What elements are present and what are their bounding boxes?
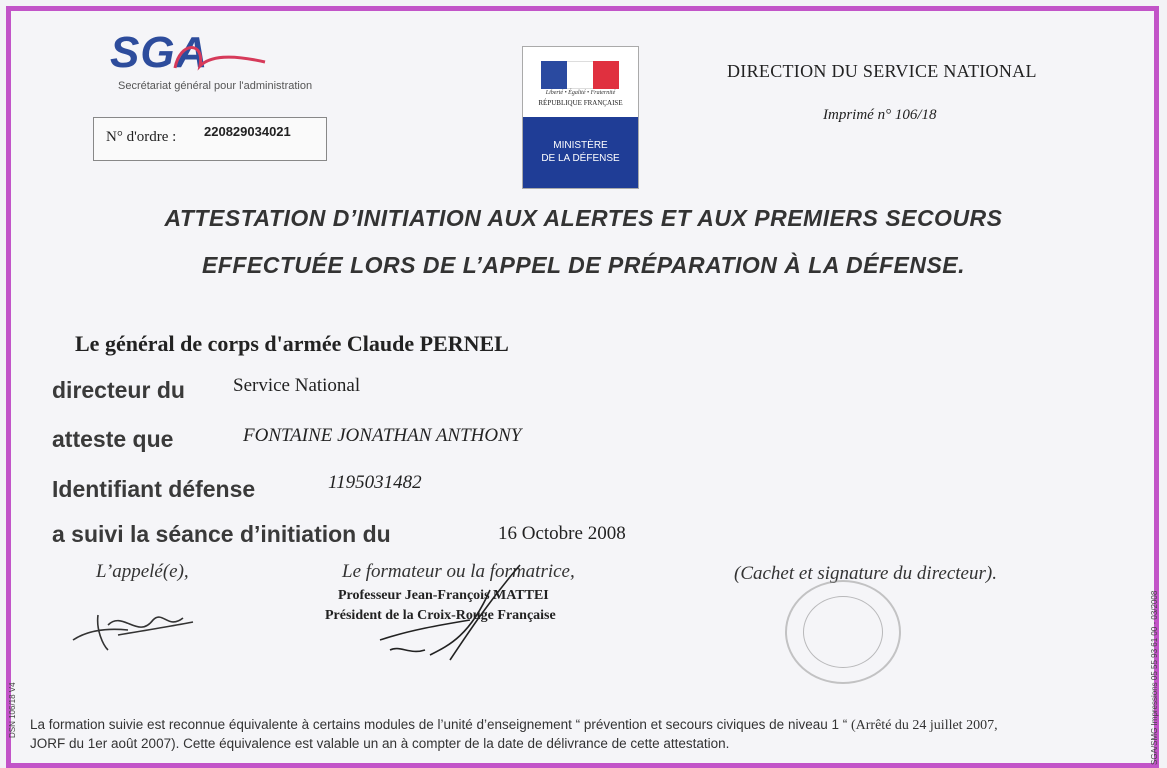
director-label: directeur du (52, 377, 185, 403)
ministry-logo (522, 46, 639, 189)
trainer-title: Président de la Croix-Rouge Française (325, 608, 556, 623)
director-value: Service National (233, 375, 361, 396)
direction-heading: DIRECTION DU SERVICE NATIONAL (727, 61, 1037, 81)
trainer-signature-label: Le formateur ou la formatrice, (342, 561, 575, 582)
official-stamp (785, 580, 901, 684)
session-date: 16 Octobre 2008 (498, 523, 626, 544)
side-note-right: SGA/SMG Impressions 05 55 93 61 00 - 03/2008 (1150, 590, 1159, 765)
conscript-signature-label: L’appelé(e), (96, 561, 189, 582)
attests-label: atteste que (52, 426, 174, 452)
conscript-signature (68, 600, 198, 655)
printed-form-number: Imprimé n° 106/18 (823, 107, 937, 123)
french-flag-icon (541, 61, 619, 89)
sga-logo-subtitle: Secrétariat général pour l'administration (118, 80, 313, 92)
ministry-line1: MINISTÈRE (553, 140, 608, 151)
trainer-signature (370, 560, 530, 670)
certificate-title-line1: ATTESTATION D’INITIATION AUX ALERTES ET AUX PREMIERS SECOURS (164, 205, 1003, 231)
identifier-label: Identifiant défense (52, 476, 256, 502)
footer-main: La formation suivie est reconnue équivalente à certains modules de l’unité d’enseignement “ prévention et secours civiques de niveau 1 “ (30, 717, 848, 732)
sga-logo-swoosh (170, 36, 270, 76)
session-label: a suivi la séance d’initiation du (52, 521, 391, 547)
identifier-value: 1195031482 (328, 472, 422, 493)
republic-motto: Liberté • Égalité • Fraternité (545, 90, 616, 96)
general-statement: Le général de corps d'armée Claude PERNEL (75, 331, 509, 356)
side-note-left: DSN 106/18 V4 (8, 682, 17, 738)
footer-ref: (Arrêté du 24 juillet 2007, (851, 718, 998, 733)
order-number-box (93, 117, 327, 161)
republic-name: RÉPUBLIQUE FRANÇAISE (538, 99, 623, 107)
order-number-label: N° d'ordre : (106, 129, 177, 145)
trainer-name: Professeur Jean-François MATTEI (338, 588, 549, 603)
director-signature-label: (Cachet et signature du directeur). (734, 563, 997, 584)
ministry-line2: DE LA DÉFENSE (541, 153, 620, 164)
footer-note (30, 716, 1145, 753)
person-name: FONTAINE JONATHAN ANTHONY (243, 425, 522, 446)
certificate-title-line2: EFFECTUÉE LORS DE L’APPEL DE PRÉPARATION À LA DÉFENSE. (201, 252, 966, 278)
order-number-value: 220829034021 (204, 124, 291, 139)
official-stamp-inner (803, 596, 883, 668)
ministry-name (523, 117, 638, 188)
sga-logo-text: SGA (110, 28, 209, 77)
footer-line2: JORF du 1er août 2007). Cette équivalence est valable un an à compter de la date de délivrance de cette attestation. (30, 736, 730, 751)
